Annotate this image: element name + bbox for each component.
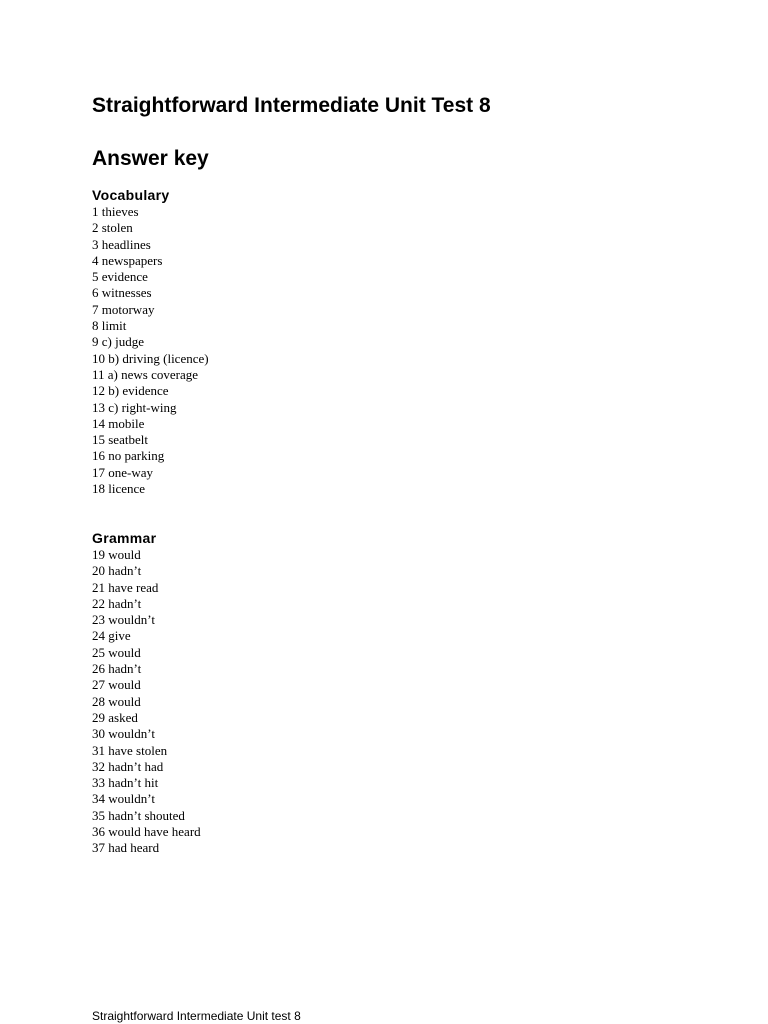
vocabulary-answer-item: 13 c) right-wing — [92, 399, 177, 415]
vocabulary-answer-item: 6 witnesses — [92, 285, 152, 301]
vocabulary-answer-item: 5 evidence — [92, 269, 148, 285]
grammar-answer-item: 29 asked — [92, 709, 138, 725]
grammar-answer-list — [92, 547, 201, 857]
vocabulary-answer-item: 15 seatbelt — [92, 432, 148, 448]
vocabulary-answer-item: 2 stolen — [92, 220, 133, 236]
vocabulary-heading: Vocabulary — [92, 187, 170, 203]
grammar-answer-item: 31 have stolen — [92, 742, 168, 758]
grammar-answer-item: 30 wouldn’t — [92, 726, 155, 742]
grammar-answer-item: 25 would — [92, 644, 141, 660]
vocabulary-answer-item: 10 b) driving (licence) — [92, 350, 209, 366]
grammar-answer-item: 23 wouldn’t — [92, 612, 155, 628]
grammar-answer-item: 35 hadn’t shouted — [92, 807, 185, 823]
vocabulary-answer-item: 14 mobile — [92, 415, 145, 431]
grammar-answer-item: 34 wouldn’t — [92, 791, 155, 807]
grammar-answer-item: 21 have read — [92, 579, 159, 595]
grammar-answer-item: 22 hadn’t — [92, 595, 142, 611]
vocabulary-answer-item: 18 licence — [92, 481, 146, 497]
document-title: Straightforward Intermediate Unit Test 8 — [92, 94, 491, 117]
grammar-answer-item: 32 hadn’t had — [92, 758, 164, 774]
vocabulary-answer-item: 4 newspapers — [92, 252, 163, 268]
vocabulary-answer-item: 1 thieves — [92, 204, 139, 219]
vocabulary-answer-item: 8 limit — [92, 318, 127, 334]
grammar-answer-item: 33 hadn’t hit — [92, 775, 159, 791]
grammar-answer-item: 28 would — [92, 693, 141, 709]
vocabulary-answer-item: 11 a) news coverage — [92, 366, 198, 382]
document-subtitle: Answer key — [92, 147, 209, 170]
vocabulary-answer-item: 17 one-way — [92, 464, 154, 480]
vocabulary-section — [92, 186, 209, 497]
grammar-answer-item: 36 would have heard — [92, 824, 201, 840]
grammar-answer-item: 27 would — [92, 677, 141, 693]
vocabulary-answer-list — [92, 204, 209, 497]
vocabulary-answer-item: 9 c) judge — [92, 334, 144, 350]
page-footer: Straightforward Intermediate Unit test 8 — [92, 1009, 301, 1023]
vocabulary-answer-item: 16 no parking — [92, 448, 165, 464]
grammar-answer-item: 37 had heard — [92, 840, 160, 856]
grammar-answer-item: 20 hadn’t — [92, 563, 142, 579]
vocabulary-answer-item: 3 headlines — [92, 236, 151, 252]
grammar-section — [92, 529, 201, 857]
grammar-answer-item: 19 would — [92, 547, 141, 562]
vocabulary-answer-item: 12 b) evidence — [92, 383, 169, 399]
vocabulary-answer-item: 7 motorway — [92, 301, 155, 317]
grammar-answer-item: 26 hadn’t — [92, 661, 142, 677]
grammar-heading: Grammar — [92, 530, 157, 546]
grammar-answer-item: 24 give — [92, 628, 131, 644]
